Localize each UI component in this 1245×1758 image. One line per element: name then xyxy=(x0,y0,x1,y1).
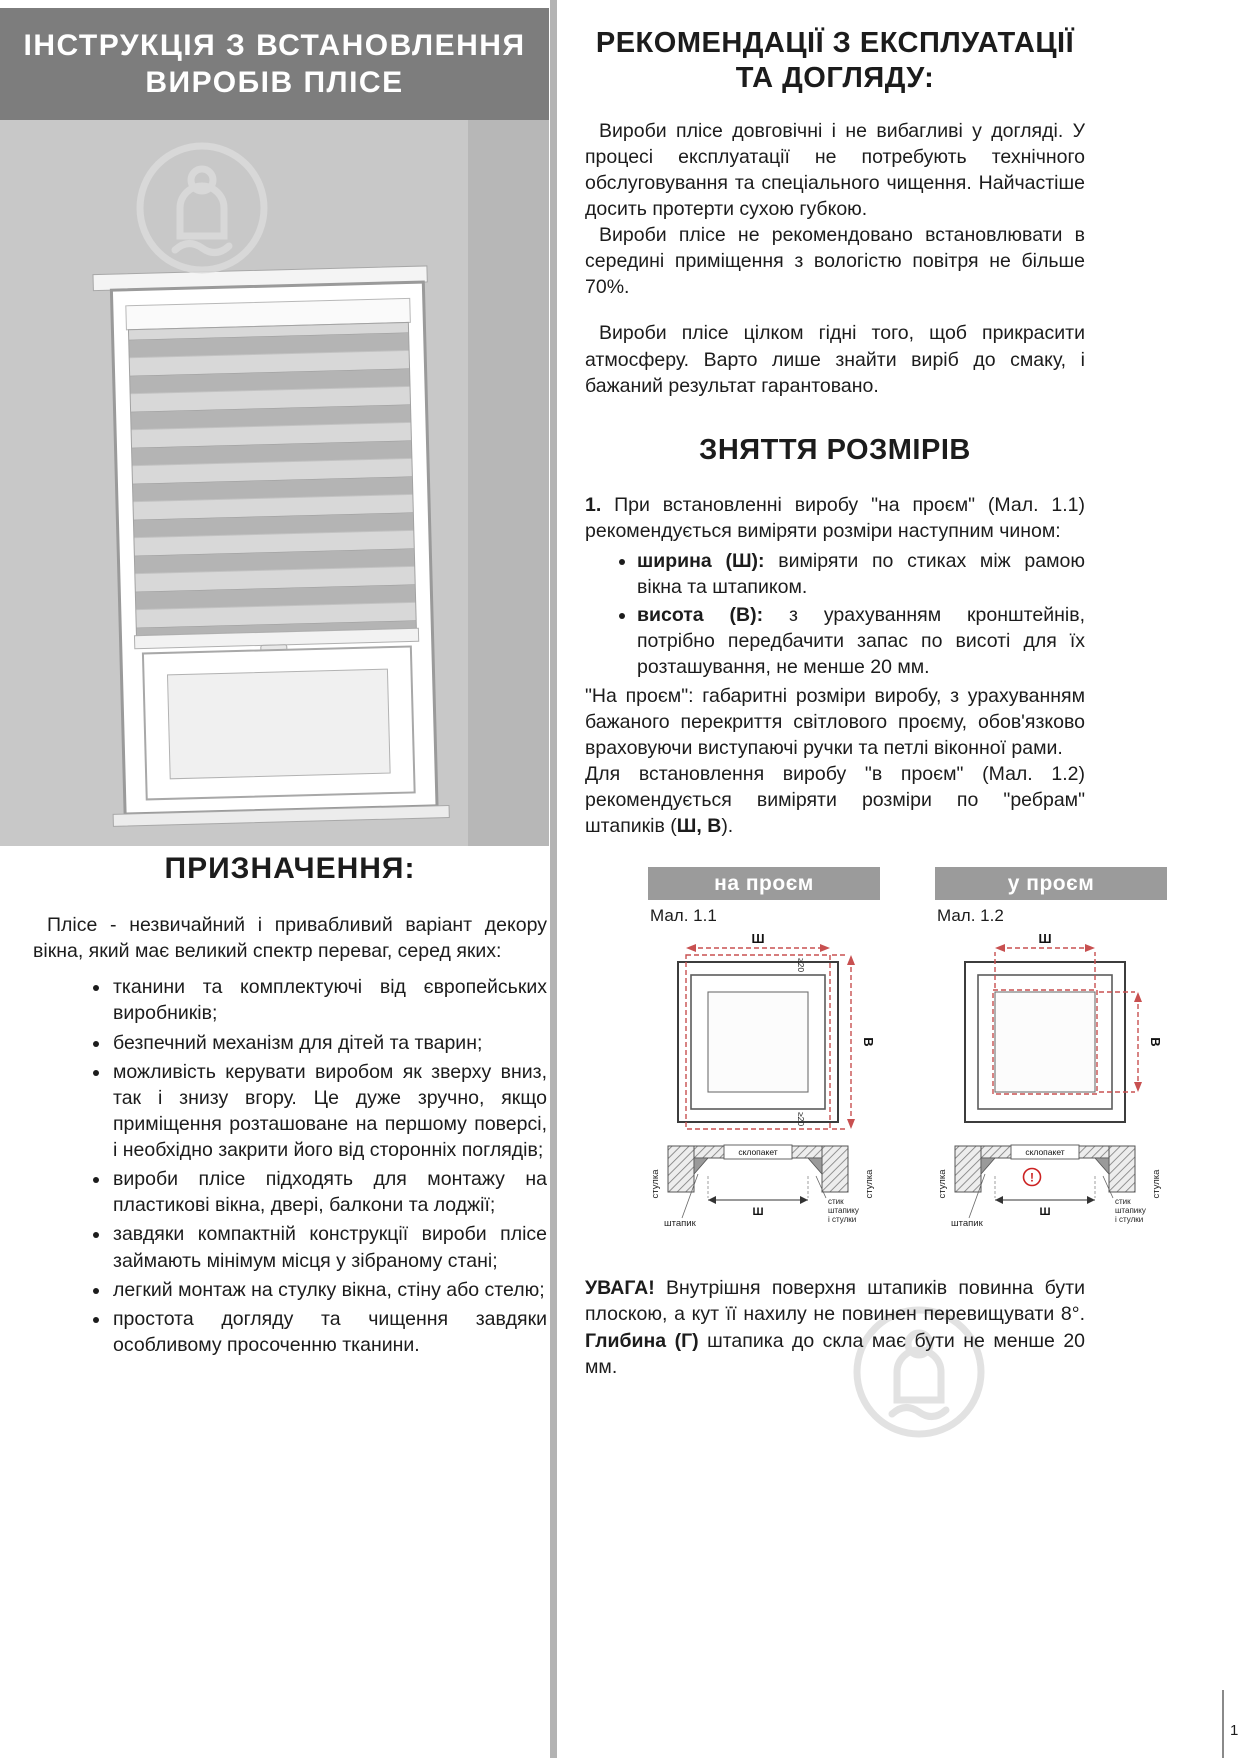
panel-header: у проєм xyxy=(935,867,1167,900)
purpose-intro: Плісе - незвичайний і привабливий варіант декору вікна, який має великий спектр переваг, серед яких: xyxy=(33,914,547,963)
width-label: Ш xyxy=(1039,1206,1051,1219)
figure-caption: Мал. 1.2 xyxy=(937,906,1004,926)
diagram-figure-1-1 xyxy=(648,932,880,1232)
column-divider xyxy=(550,0,557,1758)
bullet-text: виміряти по стиках між рамою вікна та штапиком. xyxy=(637,549,1085,599)
list-item: • завдяки компактній конструкції вироби плісе займають мінімум місця у зібраному стані; xyxy=(111,1221,547,1273)
care-title xyxy=(585,26,1085,96)
right-column xyxy=(585,26,1163,1380)
sklopaket-label: склопакет xyxy=(738,1147,778,1158)
warning-text-2: штапика до скла має бути не менше 20 мм. xyxy=(585,1329,1086,1378)
list-item: • легкий монтаж на стулку вікна, стіну або стелю; xyxy=(111,1277,547,1303)
width-label: Ш xyxy=(752,1206,764,1219)
warning-label: УВАГА! xyxy=(585,1277,655,1300)
list-item: • тканини та комплектуючі від європейських виробників; xyxy=(111,974,547,1026)
diagram-panel-u-proem xyxy=(935,867,1167,1237)
left-header-banner xyxy=(0,8,549,120)
purpose-title: ПРИЗНАЧЕННЯ: xyxy=(164,852,416,885)
diagram-figure-1-2 xyxy=(935,932,1167,1232)
stulka-label: стулка xyxy=(1151,1169,1162,1199)
bullet-text: з урахуванням кронштейнів, потрібно передбачити запас по висоті для їх розташування, не менше 20 мм. xyxy=(637,604,1085,679)
pleated-fabric xyxy=(128,322,416,635)
list-item: • можливість керувати виробом як зверху вниз, так і знизу вгору. Це дуже зручно, якщо приміщення розташоване на першому поверсі, і необхідно закрити його від сторонніх поглядів; xyxy=(111,1059,547,1164)
sklopaket-label: склопакет xyxy=(1025,1147,1065,1158)
warning-bold-2: Глибина (Г) xyxy=(585,1329,699,1352)
list-item: • вироби плісе підходять для монтажу на пластикові вікна, двері, балкони та лоджії; xyxy=(111,1166,547,1218)
page-number-divider xyxy=(1222,1690,1224,1758)
v-proem-text: Для встановлення виробу "в проєм" (Мал. 1.2) рекомендується виміряти розміри по "ребрам" штапиків ( xyxy=(585,762,1085,838)
purpose-section xyxy=(33,852,547,1361)
purpose-bullet-list xyxy=(33,974,547,1358)
left-header-line2: ВИРОБІВ ПЛІСЕ xyxy=(145,66,404,99)
list-item: • простота догляду та чищення завдяки особливому просоченню тканини. xyxy=(111,1306,547,1358)
bullet-term: ширина (Ш): xyxy=(637,549,765,572)
care-title-line1: РЕКОМЕНДАЦІЇ З ЕКСПЛУАТАЦІЇ xyxy=(595,27,1075,59)
brand-watermark-icon xyxy=(128,134,276,282)
list-item xyxy=(637,602,1085,680)
care-paragraph-2: Вироби плісе не рекомендовано встановлювати в середині приміщення з вологістю повітря не більше 70%. xyxy=(585,224,1085,299)
styk-label-line2: штапику xyxy=(1115,1206,1146,1216)
styk-label-line3: і стулки xyxy=(1115,1215,1144,1225)
measure-na-proem-paragraph: "На проєм": габаритні розміри виробу, з урахуванням бажаного перекриття світлового проєму, обов'язково враховуючи виступаючі ручки та петлі віконної рами. xyxy=(585,684,1085,759)
stulka-label: стулка xyxy=(650,1169,661,1199)
v-proem-end: ). xyxy=(721,815,734,838)
shtapik-wedge xyxy=(981,1158,995,1174)
v-proem-bold: Ш, В xyxy=(676,815,722,838)
styk-label-line3: і стулки xyxy=(828,1215,857,1225)
shtapik-wedge xyxy=(694,1158,708,1174)
shtapik-wedge xyxy=(808,1158,822,1174)
left-header-line1: ІНСТРУКЦІЯ З ВСТАНОВЛЕННЯ xyxy=(23,28,526,62)
width-label: Ш xyxy=(751,932,765,947)
measure-step-1 xyxy=(585,492,1085,544)
gte20-label: ≥20 xyxy=(796,958,806,973)
gte20-label: ≥20 xyxy=(796,1112,806,1127)
step-number: 1. xyxy=(585,493,602,516)
measurement-diagrams xyxy=(648,867,1167,1237)
window-glass xyxy=(167,669,390,779)
list-item: • безпечний механізм для дітей та тварин; xyxy=(111,1030,547,1056)
styk-label-line2: штапику xyxy=(828,1206,859,1216)
cross-section xyxy=(937,1145,1162,1229)
styk-label-line1: стик xyxy=(828,1197,844,1207)
page-number: 1 xyxy=(1230,1722,1239,1739)
warning-exclamation-text: ! xyxy=(1030,1170,1034,1185)
warning-text-1: Внутрішня поверхня штапиків повинна бути плоскою, а кут її нахилу не повинен перевищувати 8°. xyxy=(585,1277,1085,1326)
wall-recess-shadow xyxy=(468,120,549,846)
shtapik-label: штапик xyxy=(664,1218,696,1230)
stulka-label: стулка xyxy=(864,1169,875,1199)
shtapik-wedge xyxy=(1095,1158,1109,1174)
height-label: В xyxy=(861,1037,876,1047)
bullet-term: висота (В): xyxy=(637,604,764,627)
cross-section xyxy=(650,1145,875,1229)
panel-header: на проєм xyxy=(648,867,880,900)
width-label: Ш xyxy=(1038,932,1052,947)
warning-paragraph xyxy=(585,1275,1085,1380)
step-text: При встановленні виробу "на проєм" (Мал. 1.1) рекомендується виміряти розміри наступним чином: xyxy=(585,493,1085,542)
figure-caption: Мал. 1.1 xyxy=(650,906,717,926)
height-label: В xyxy=(1148,1037,1163,1047)
styk-label-line1: стик xyxy=(1115,1197,1131,1207)
care-paragraph-3: Вироби плісе цілком гідні того, щоб прикрасити атмосферу. Варто лише знайти виріб до смаку, і бажаний результат гарантовано. xyxy=(585,322,1085,397)
care-title-line2: ТА ДОГЛЯДУ: xyxy=(735,61,935,94)
list-item xyxy=(637,548,1085,600)
care-paragraph-1: Вироби плісе довговічні і не вибагливі у догляді. У процесі експлуатації не потребують технічного обслуговування та спеціального чищення. Найчастіше досить протерти сухою губкою. xyxy=(585,119,1085,220)
measure-bullet-list xyxy=(585,548,1085,681)
shtapik-label: штапик xyxy=(951,1218,983,1230)
stulka-label: стулка xyxy=(937,1169,948,1199)
measure-title: ЗНЯТТЯ РОЗМІРІВ xyxy=(699,433,971,466)
diagram-panel-na-proem xyxy=(648,867,880,1237)
window-group xyxy=(93,266,449,827)
measure-v-proem-paragraph xyxy=(585,761,1085,839)
